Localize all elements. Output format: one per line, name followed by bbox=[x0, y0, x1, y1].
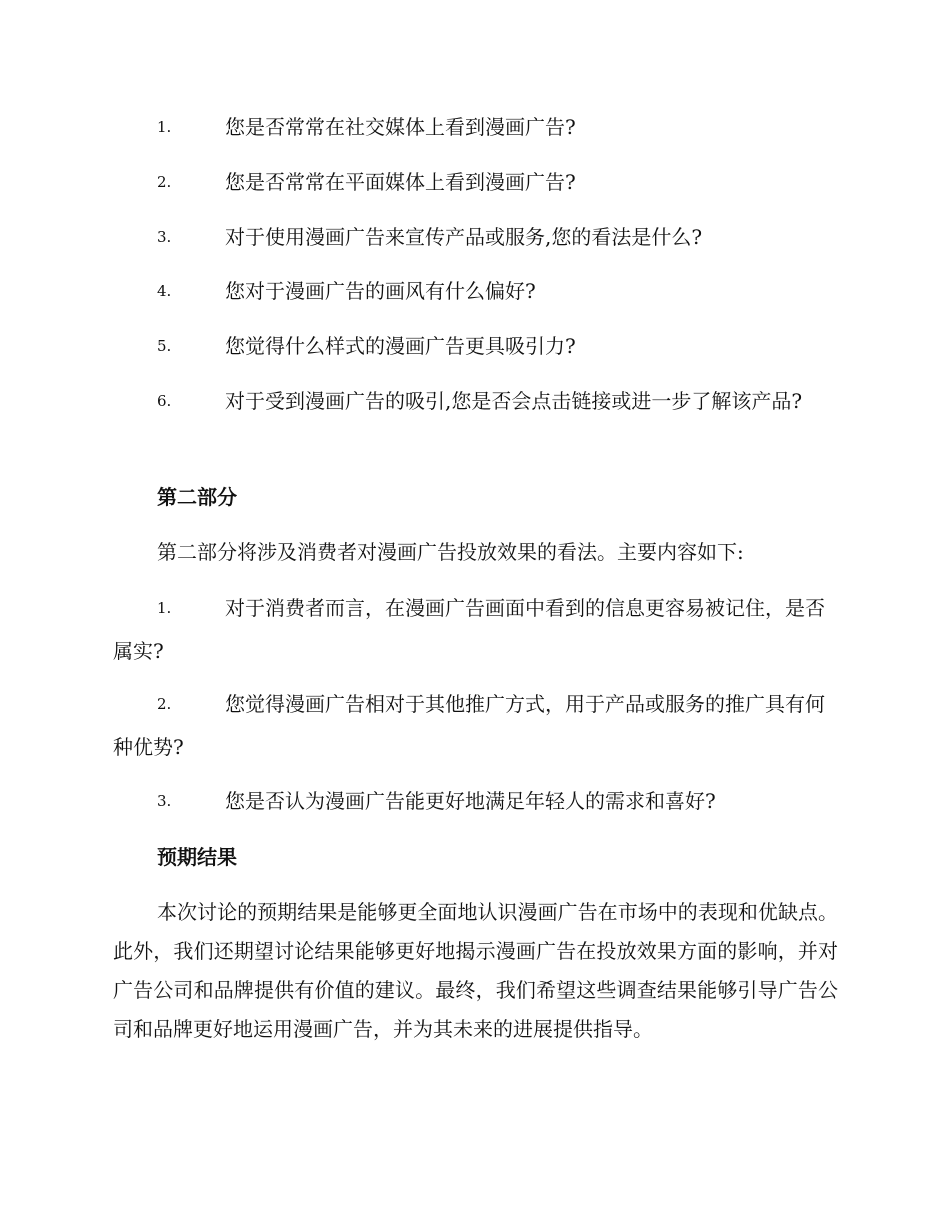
list-text: 对于使用漫画广告来宣传产品或服务,您的看法是什么? bbox=[225, 225, 703, 249]
list-number: 1. bbox=[157, 599, 172, 617]
list-item bbox=[113, 325, 838, 368]
list-item bbox=[113, 683, 838, 769]
list-item bbox=[113, 780, 838, 823]
list-number: 6. bbox=[157, 392, 172, 410]
list-text: 您是否常常在社交媒体上看到漫画广告? bbox=[225, 115, 576, 139]
list-text: 对于受到漫画广告的吸引,您是否会点击链接或进一步了解该产品? bbox=[225, 389, 803, 413]
list-item bbox=[113, 106, 838, 149]
list-text: 您对于漫画广告的画风有什么偏好? bbox=[225, 279, 536, 303]
list-number: 2. bbox=[157, 173, 172, 191]
list-text: 您是否常常在平面媒体上看到漫画广告? bbox=[225, 170, 576, 194]
list-number: 3. bbox=[157, 792, 172, 810]
list-item bbox=[113, 587, 838, 673]
list-text: 您是否认为漫画广告能更好地满足年轻人的需求和喜好? bbox=[225, 789, 716, 813]
results-paragraph: 本次讨论的预期结果是能够更全面地认识漫画广告在市场中的表现和优缺点。此外，我们还期望讨论结果能够更好地揭示漫画广告在投放效果方面的影响，并对广告公司和品牌提供有价值的建议。最终，我们希望这些调查结果能够引导广告公司和品牌更好地运用漫画广告，并为其未来的进展提供指导。 bbox=[113, 900, 838, 1041]
list-number: 4. bbox=[157, 282, 172, 300]
list-item bbox=[113, 161, 838, 204]
section-heading: 预期结果 bbox=[157, 845, 237, 869]
section-intro: 第二部分将涉及消费者对漫画广告投放效果的看法。主要内容如下: bbox=[157, 540, 744, 564]
list-text: 您觉得漫画广告相对于其他推广方式，用于产品或服务的推广具有何种优势? bbox=[113, 692, 825, 759]
list-text: 对于消费者而言，在漫画广告画面中看到的信息更容易被记住，是否属实? bbox=[113, 596, 825, 663]
list-item bbox=[113, 216, 838, 259]
list-text: 您觉得什么样式的漫画广告更具吸引力? bbox=[225, 334, 576, 358]
section-heading: 第二部分 bbox=[157, 485, 237, 509]
list-number: 1. bbox=[157, 118, 172, 136]
list-item bbox=[113, 380, 838, 423]
list-number: 2. bbox=[157, 695, 172, 713]
list-number: 3. bbox=[157, 228, 172, 246]
list-item bbox=[113, 270, 838, 313]
list-number: 5. bbox=[157, 337, 172, 355]
